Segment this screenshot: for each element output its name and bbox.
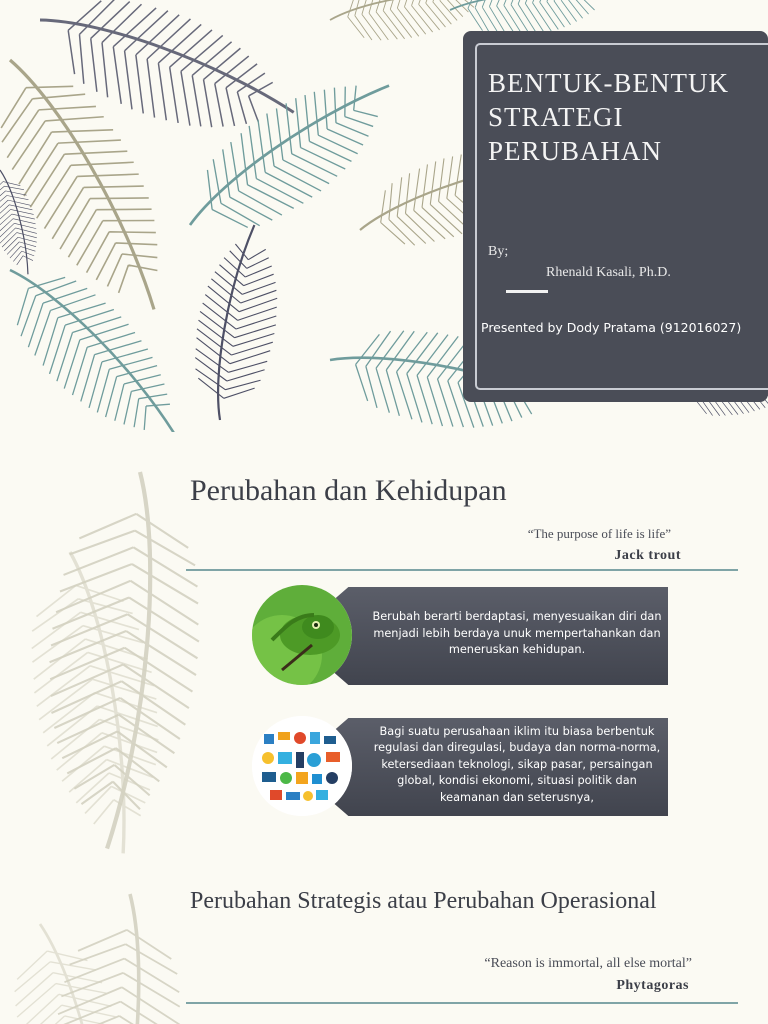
card-text: Bagi suatu perusahaan iklim itu biasa berbentuk regulasi dan diregulasi, budaya dan norma-norma, ketersediaan teknologi, sikap pasar, persaingan global, kondisi ekonomi, situasi politik dan keamanan dan seterusnya,: [373, 724, 661, 804]
quote-author: Jack trout: [614, 548, 681, 563]
divider-line: [186, 1002, 738, 1004]
info-card: [252, 585, 670, 687]
content-slide-1: [0, 432, 768, 864]
content-slide-2: [0, 864, 768, 1024]
technology-icons-image: [252, 716, 352, 816]
title-slide: [0, 0, 768, 432]
by-label: By;: [488, 244, 509, 259]
quote-text: “Reason is immortal, all else mortal”: [484, 956, 692, 971]
slide-heading: Perubahan Strategis atau Perubahan Operasional: [190, 888, 657, 914]
accent-line: [506, 290, 548, 293]
slide-heading: Perubahan dan Kehidupan: [190, 474, 507, 507]
divider-line: [186, 569, 738, 571]
presenter-text: Presented by Dody Pratama (912016027): [481, 320, 742, 335]
card-text: Berubah berarti berdaptasi, menyesuaikan diri dan menjadi lebih berdaya unuk mempertahankan dan meneruskan kehidupan.: [372, 610, 662, 657]
quote-author: Phytagoras: [616, 978, 689, 993]
quote-text: “The purpose of life is life”: [527, 526, 671, 541]
info-card: [252, 716, 670, 818]
author-name: Rhenald Kasali, Ph.D.: [546, 265, 671, 280]
slide-title: BENTUK-BENTUK STRATEGI PERUBAHAN: [488, 68, 729, 166]
chameleon-image: [252, 585, 352, 685]
